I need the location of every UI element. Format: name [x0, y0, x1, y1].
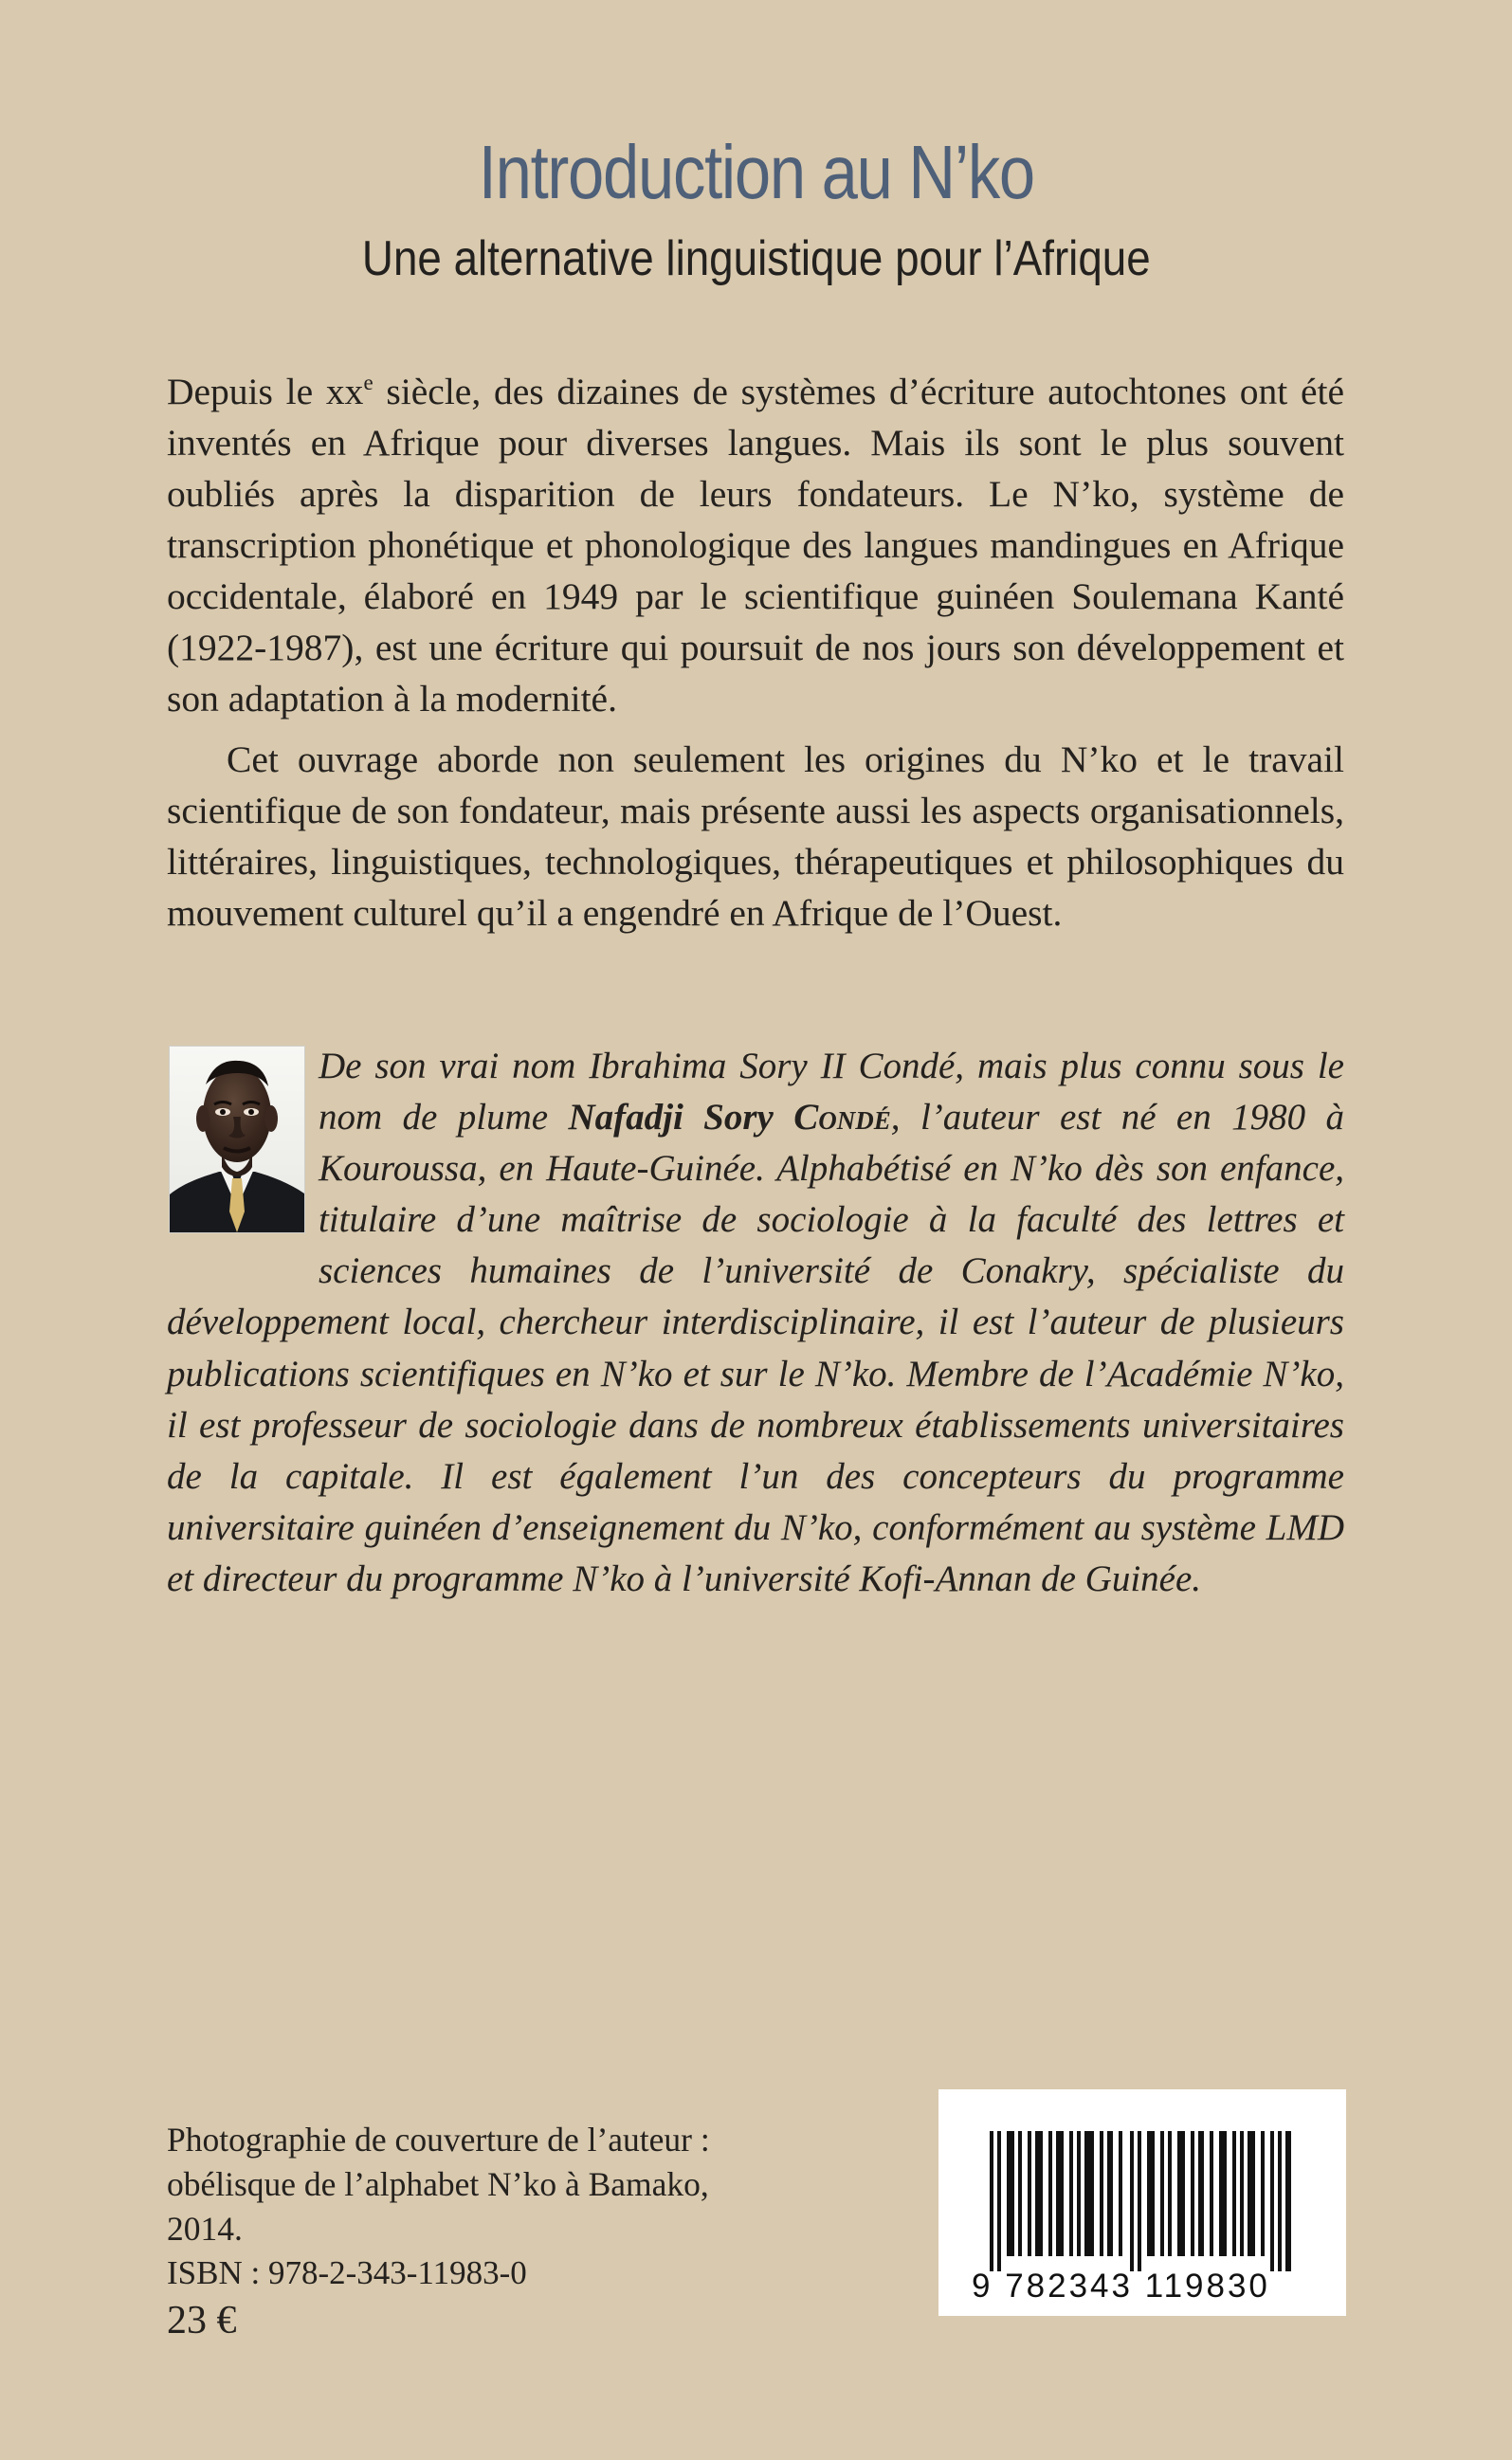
barcode-panel — [938, 2089, 1346, 2316]
century-superscript: e — [363, 371, 373, 394]
book-title: Introduction au N’ko — [478, 130, 1034, 214]
barcode-number: 9 782343 119830 — [972, 2268, 1270, 2305]
bio-rest: , l’auteur est né en 1980 à Kouroussa, en Haute-Guinée. Alphabétisé en N’ko dès son enfance, titulaire d’une maîtrise de sociologie à la faculté des lettres et sciences humaines de l’université de Conakry, spécialiste du développement local, chercheur interdisciplinaire, il est l’auteur de plusieurs publications scientifiques en N’ko et sur le N’ko. Membre de l’Académie N’ko, il est professeur de sociologie dans de nombreux établissements universitaires de la capitale. Il est également l’un des concepteurs du programme universitaire guinéen d’enseignement du N’ko, conformément au système LMD et directeur du programme N’ko à l’université Kofi-Annan de Guinée. — [167, 1097, 1344, 1599]
author-biography — [167, 1041, 1344, 1605]
book-summary — [167, 366, 1344, 938]
price: 23 € — [167, 2299, 237, 2342]
summary-paragraph-2: Cet ouvrage aborde non seulement les origines du N’ko et le travail scientifique de son fondateur, mais présente aussi les aspects organisationnels, littéraires, linguistiques, technologiques, thérapeutiques et philosophiques du mouvement culturel qu’il a engendré en Afrique de l’Ouest. — [167, 738, 1344, 934]
book-subtitle: Une alternative linguistique pour l’Afrique — [361, 231, 1151, 286]
summary-p1-rest: siècle, des dizaines de systèmes d’écriture autochtones ont été inventés en Afrique pour diverses langues. Mais ils sont le plus souvent oubliés après la disparition de leurs fondateurs. Le N’ko, système de transcription phonétique et phonologique des langues mandingues en Afrique occidentale, élaboré en 1949 par le scientifique guinéen Soulemana Kanté (1922-1987), est une écriture qui poursuit de nos jours son développement et son adaptation à la modernité. — [167, 371, 1344, 720]
isbn: ISBN : 978-2-343-11983-0 — [167, 2254, 527, 2291]
cover-photo-credit: Photographie de couverture de l’auteur : obélisque de l’alphabet N’ko à Bamako, 2014. — [167, 2121, 710, 2248]
author-surname: Condé — [793, 1097, 891, 1139]
bio-intro: De son vrai nom Ibrahima Sory II Condé, mais plus connu sous le nom de plume — [319, 1046, 1344, 1139]
photo-wrap-space — [167, 1041, 319, 1248]
summary-p1-start: Depuis le xx — [167, 371, 364, 412]
summary-paragraph-1 — [167, 366, 1344, 724]
barcode-icon — [990, 2131, 1295, 2271]
author-pen-name: Nafadji Sory — [568, 1097, 794, 1139]
